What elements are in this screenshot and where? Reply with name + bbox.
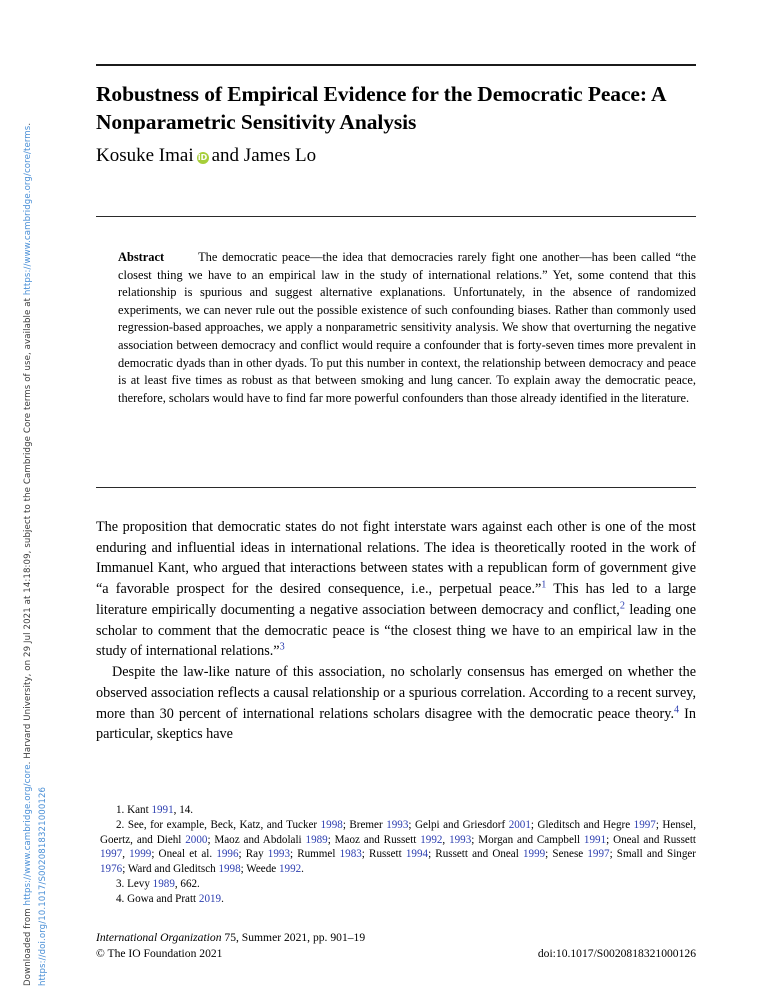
footnote-text: , 662. bbox=[174, 877, 200, 890]
abstract-block bbox=[118, 249, 696, 407]
footnote-year-link[interactable]: 2019 bbox=[198, 892, 222, 905]
body-p2-part-b: In particular, skeptics have bbox=[96, 705, 696, 743]
footnote-text: ; Hensel, Goertz, and Diehl bbox=[100, 818, 697, 846]
footnote-text: See, for example, Beck, Katz, and Tucker bbox=[124, 818, 321, 831]
footnote-year-link[interactable]: 1992 bbox=[420, 833, 443, 846]
footnote-text: Levy bbox=[124, 877, 153, 890]
footnote-year-link[interactable]: 1997 bbox=[587, 848, 610, 861]
footnote-ref-4[interactable]: 4 bbox=[674, 703, 680, 715]
footnote-year-link[interactable]: 1993 bbox=[386, 818, 409, 831]
rule-line bbox=[96, 64, 696, 66]
rule-line bbox=[96, 487, 696, 488]
footnote-year-link[interactable]: 1996 bbox=[216, 848, 239, 861]
footnote-text: ; Gleditsch and Hegre bbox=[530, 818, 634, 831]
abstract-top-rule bbox=[96, 216, 696, 217]
copyright-text: © The IO Foundation 2021 bbox=[96, 946, 223, 960]
author-name-first: Kosuke Imai bbox=[96, 145, 194, 167]
download-mid-text: . Harvard University, on 29 Jul 2021 at 14:18:09, subject to the Cambridge Core terms of use, available at bbox=[23, 295, 33, 765]
journal-name: International Organization bbox=[96, 931, 222, 944]
footnote-year-link[interactable]: 1992 bbox=[278, 863, 302, 875]
author-name-second: and James Lo bbox=[211, 145, 317, 167]
footnote-text: ; Weede bbox=[240, 863, 279, 875]
body-text-block bbox=[96, 517, 696, 745]
footnote-text: ; Maoz and Abdolali bbox=[207, 833, 306, 846]
footnote-ref-3[interactable]: 3 bbox=[279, 641, 285, 653]
footnote-text: ; Maoz and Russett bbox=[327, 833, 421, 846]
journal-issue-info: 75, Summer 2021, pp. 901–19 bbox=[221, 931, 366, 944]
footnote-text: , bbox=[122, 848, 130, 861]
page-title: Robustness of Empirical Evidence for the Democratic Peace: A Nonparametric Sensitivity Analysis bbox=[96, 82, 666, 135]
footnote-year-link[interactable]: 1997 bbox=[100, 848, 123, 861]
footnote-year-link[interactable]: 1999 bbox=[129, 848, 152, 861]
page-margin-watermark bbox=[0, 0, 66, 994]
footnote-item bbox=[100, 818, 696, 877]
footnote-item bbox=[100, 803, 696, 818]
footnote-text: , 14. bbox=[173, 804, 194, 816]
footnotes-block bbox=[100, 803, 696, 906]
footnote-year-link[interactable]: 2001 bbox=[508, 818, 531, 831]
author-line bbox=[96, 145, 696, 168]
body-p2-part-a: Despite the law-like nature of this association, no scholarly consensus has emerged on whether the observed association reflects a causal relationship or a spurious correlation. According to a recent survey, more than 30 percent of international relations scholars disagree with the democratic peace theory. bbox=[96, 664, 696, 722]
footnote-text: ; Morgan and Campbell bbox=[471, 833, 584, 846]
abstract-label: Abstract bbox=[118, 250, 165, 264]
download-source-line bbox=[23, 123, 33, 986]
footnote-text: ; Bremer bbox=[342, 818, 387, 831]
footnote-year-link[interactable]: 1994 bbox=[405, 848, 429, 861]
footnote-year-link[interactable]: 1991 bbox=[151, 804, 174, 816]
footnote-number: 4. bbox=[116, 892, 125, 905]
footnote-year-link[interactable]: 1997 bbox=[633, 818, 656, 831]
abstract-paragraph bbox=[118, 249, 696, 407]
download-prefix-text: Downloaded from bbox=[23, 905, 33, 986]
abstract-bottom-rule bbox=[96, 487, 696, 488]
body-p1-part-c: leading one scholar to comment that the democratic peace is “the closest thing we have to an empirical law in the study of international relations.” bbox=[96, 601, 696, 660]
footnote-year-link[interactable]: 1998 bbox=[320, 818, 343, 831]
body-p1-part-a: The proposition that democratic states do not fight interstate wars against each other is one of the most enduring and influential ideas in international relations. The idea is theoretically rooted in the work of Immanuel Kant, who argued that interactions between states with a republican form of government give “a favorable prospect for the desired consequence, i.e., perpetual peace.” bbox=[96, 519, 696, 598]
footnote-text: ; Gelpi and Griesdorf bbox=[408, 818, 509, 831]
footnote-number: 3. bbox=[116, 877, 125, 890]
footnote-year-link[interactable]: 1983 bbox=[339, 848, 362, 861]
footnote-year-link[interactable]: 1991 bbox=[583, 833, 607, 846]
footnote-text: . bbox=[301, 863, 304, 875]
footnote-text: ; Ward and Gleditsch bbox=[122, 863, 219, 875]
abstract-text: The democratic peace—the idea that democracies rarely fight one another—has been called “the closest thing we have to an empirical law in the study of international relations.” Yet, some contend that this relationship is spurious and suggest alternative explanations. Unfortunately, in the absence of randomized experiments, we can never rule out the possible existence of such confounding biases. Rather than commonly used regression-based approaches, we apply a nonparametric sensitivity analysis. We show that overturning the negative association between democracy and conflict would require a confounder that is forty-seven times more prevalent in democratic dyads than in other dyads. To put this number in context, the relationship between democracy and peace is at least five times as robust as that between smoking and lung cancer. To explain away the democratic peace, therefore, scholars would have to find far more powerful confounders than those already identified in the literature. bbox=[118, 250, 696, 405]
body-paragraph-2 bbox=[96, 662, 696, 745]
journal-citation-line bbox=[96, 930, 696, 946]
cambridge-terms-link[interactable]: https://www.cambridge.org/core/terms bbox=[23, 125, 33, 296]
footnote-number: 1. bbox=[116, 804, 125, 816]
footnote-item bbox=[100, 877, 696, 892]
colophon-block bbox=[96, 930, 696, 962]
footnote-year-link[interactable]: 1993 bbox=[449, 833, 472, 846]
footnote-text: ; Oneal and Russett bbox=[606, 833, 696, 846]
footnote-text: Kant bbox=[124, 804, 152, 816]
footnote-text: ; Ray bbox=[238, 848, 268, 861]
footnote-ref-2[interactable]: 2 bbox=[619, 600, 625, 612]
footnote-year-link[interactable]: 1976 bbox=[100, 863, 123, 875]
footnote-year-link[interactable]: 1999 bbox=[522, 848, 546, 861]
footnote-year-link[interactable]: 1989 bbox=[152, 877, 175, 890]
cambridge-core-link[interactable]: https://www.cambridge.org/core bbox=[23, 764, 33, 906]
footnote-text: ; Oneal et al. bbox=[151, 848, 217, 861]
article-page bbox=[96, 0, 696, 994]
doi-watermark-link[interactable]: https://doi.org/10.1017/S0020818321000126 bbox=[38, 786, 48, 986]
footnote-number: 2. bbox=[116, 818, 125, 831]
footnote-text: , bbox=[442, 833, 450, 846]
footnote-year-link[interactable]: 1989 bbox=[305, 833, 328, 846]
rule-line bbox=[96, 216, 696, 217]
footnote-text: ; Senese bbox=[545, 848, 588, 861]
top-rule bbox=[96, 64, 696, 66]
download-end-text: . bbox=[23, 122, 33, 126]
footnote-year-link[interactable]: 2000 bbox=[185, 833, 208, 846]
footnote-ref-1[interactable]: 1 bbox=[541, 579, 547, 591]
doi-text: doi:10.1017/S0020818321000126 bbox=[537, 946, 696, 960]
footnote-item bbox=[100, 892, 696, 907]
copyright-doi-row bbox=[96, 946, 696, 962]
footnote-text: ; Small and Singer bbox=[609, 848, 696, 861]
orcid-icon[interactable]: iD bbox=[197, 153, 208, 163]
footnote-year-link[interactable]: 1993 bbox=[267, 848, 290, 861]
body-paragraph-1 bbox=[96, 517, 696, 662]
footnote-text: . bbox=[221, 892, 224, 905]
footnote-text: ; Rummel bbox=[289, 848, 340, 861]
footnote-text: ; Russett bbox=[361, 848, 406, 861]
footnote-text: ; Russett and Oneal bbox=[428, 848, 523, 861]
title-block bbox=[96, 68, 696, 168]
footnote-text: Gowa and Pratt bbox=[124, 892, 199, 905]
footnote-year-link[interactable]: 1998 bbox=[218, 863, 241, 875]
body-p1-part-b: This has led to a large literature empirically documenting a negative association between democracy and conflict, bbox=[96, 581, 696, 618]
